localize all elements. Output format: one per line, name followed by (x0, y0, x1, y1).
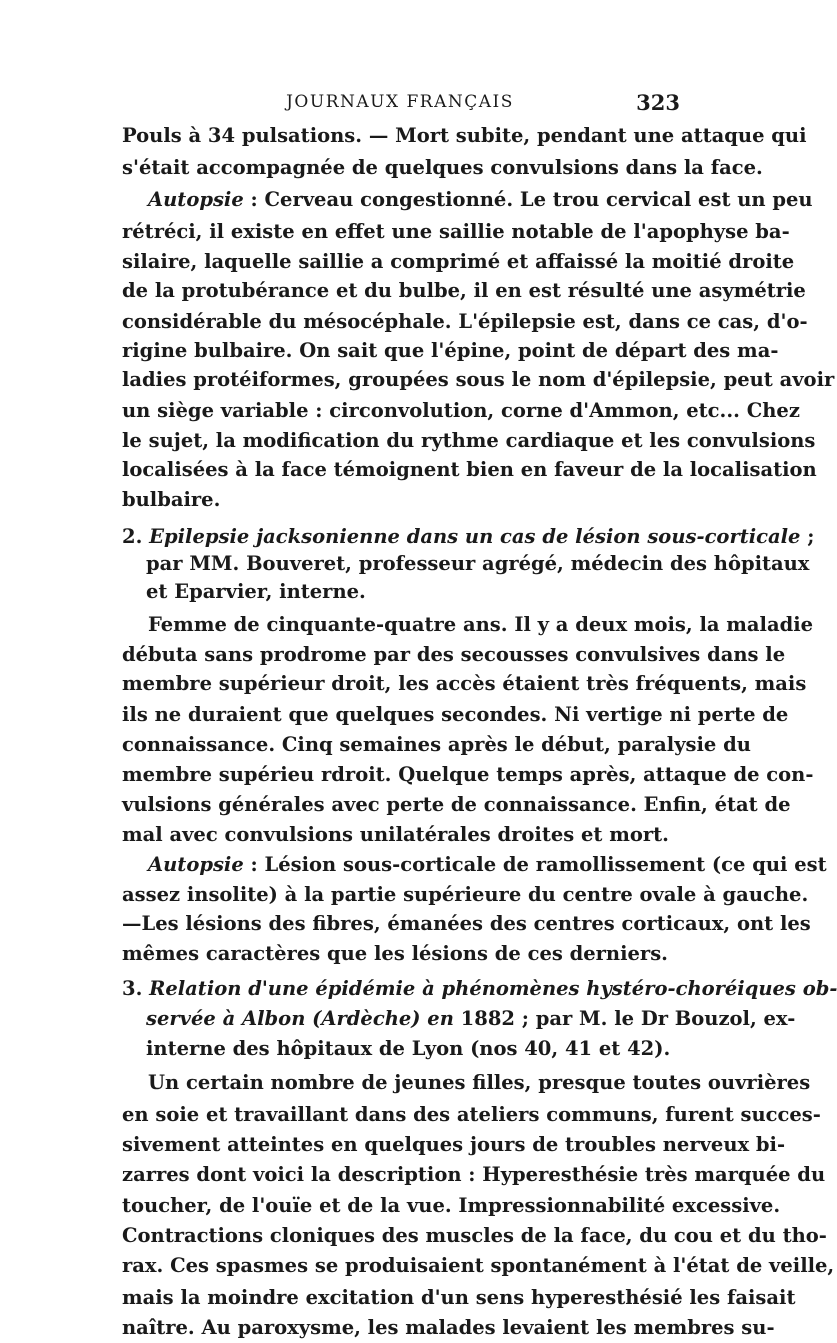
text-run: débuta sans prodrome par des secousses convulsives dans le (122, 643, 786, 666)
text-run: toucher, de l'ouïe et de la vue. Impressionnabilité excessive. (122, 1194, 781, 1217)
text-line (148, 1068, 811, 1098)
text-line (122, 455, 817, 485)
text-line (122, 307, 808, 337)
text-line (122, 880, 809, 910)
text-line (122, 217, 790, 247)
text-run: 3. (122, 977, 150, 1000)
text-run: zarres dont voici la description : Hyperesthésie très marquée du (122, 1163, 826, 1186)
text-line (122, 939, 680, 969)
text-run: le sujet, la modification du rythme cardiaque et les convulsions (122, 429, 816, 452)
text-run: rigine bulbaire. On sait que l'épine, point de départ des ma- (122, 339, 779, 362)
text-run: Contractions cloniques des muscles de la face, du cou et du tho- (122, 1224, 827, 1247)
text-line (148, 185, 813, 215)
text-run: vulsions générales avec perte de connaissance. Enfin, état de (122, 793, 791, 816)
text-line (122, 153, 763, 183)
text-run: mal avec convulsions unilatérales droites et mort. (122, 823, 669, 846)
text-line (122, 396, 800, 426)
italic-text: Epilepsie jacksonienne dans un cas de lésion sous-corticale (149, 525, 801, 548)
text-run: silaire, laquelle saillie a comprimé et affaissé la moitié droite (122, 250, 795, 273)
text-line (122, 1251, 835, 1281)
text-line (122, 909, 811, 939)
text-line (122, 669, 807, 699)
text-line (122, 1130, 786, 1160)
text-line (148, 850, 827, 880)
text-run: ladies protéiformes, groupées sous le nom d'épilepsie, peut avoir (122, 368, 835, 391)
text-run: mêmes caractères que les lésions de ces derniers. (122, 942, 668, 965)
text-line (122, 336, 779, 366)
text-line (122, 974, 837, 1004)
italic-text: Autopsie (148, 853, 244, 876)
text-line (122, 760, 814, 790)
text-run: membre supérieur droit, les accès étaient très fréquents, mais (122, 672, 807, 695)
page-header (120, 92, 680, 120)
text-line (146, 577, 680, 607)
running-title: JOURNAUX FRANÇAIS (286, 92, 514, 112)
text-run: par MM. Bouveret, professeur agrégé, médecin des hôpitaux (146, 552, 810, 575)
text-run: un siège variable : circonvolution, corne d'Ammon, etc... Chez (122, 399, 800, 422)
text-run: : Lésion sous-corticale de ramollissement (ce qui est (243, 853, 827, 876)
text-line (122, 121, 807, 151)
text-run: interne des hôpitaux de Lyon (nos 40, 41 et 42). (146, 1037, 671, 1060)
text-run: localisées à la face témoignent bien en faveur de la localisation (122, 458, 817, 481)
text-run: 1882 ; par M. le Dr Bouzol, ex- (453, 1007, 796, 1030)
text-line (122, 730, 751, 760)
page-number: 323 (636, 90, 680, 115)
text-run: en soie et travaillant dans des ateliers communs, furent succes- (122, 1103, 821, 1126)
text-line (122, 276, 806, 306)
text-run: assez insolite) à la partie supérieure du centre ovale à gauche. (122, 883, 809, 906)
italic-text: servée à Albon (Ardèche) en (146, 1007, 454, 1030)
text-run: et Eparvier, interne. (146, 580, 366, 603)
italic-text: Relation d'une épidémie à phénomènes hystéro-choréiques ob- (149, 977, 837, 1000)
text-run: Pouls à 34 pulsations. — Mort subite, pendant une attaque qui (122, 124, 807, 147)
text-line (122, 247, 795, 277)
text-run: de la protubérance et du bulbe, il en est résulté une asymétrie (122, 279, 806, 302)
text-run: Femme de cinquante-quatre ans. Il y a deux mois, la maladie (148, 613, 814, 636)
text-run: —Les lésions des fibres, émanées des centres corticaux, ont les (122, 912, 811, 935)
text-line (122, 522, 815, 552)
text-line (146, 1004, 796, 1034)
text-run: rax. Ces spasmes se produisaient spontanément à l'état de veille, (122, 1254, 835, 1277)
text-line (122, 1221, 827, 1251)
text-line (122, 1160, 826, 1190)
text-line (122, 426, 816, 456)
text-line (122, 1313, 775, 1343)
text-run: : Cerveau congestionné. Le trou cervical est un peu (243, 188, 813, 211)
text-run: 2. (122, 525, 150, 548)
text-line (146, 549, 810, 579)
text-line (122, 485, 680, 515)
text-run: s'était accompagnée de quelques convulsions dans la face. (122, 156, 763, 179)
text-line (122, 365, 835, 395)
text-run: ; (800, 525, 815, 548)
text-run: mais la moindre excitation d'un sens hyperesthésié les faisait (122, 1286, 796, 1309)
text-line (122, 640, 786, 670)
italic-text: Autopsie (148, 188, 244, 211)
text-run: naître. Au paroxysme, les malades levaient les membres su- (122, 1316, 775, 1339)
text-line (122, 1100, 821, 1130)
text-line (122, 1191, 781, 1221)
text-run: sivement atteintes en quelques jours de troubles nerveux bi- (122, 1133, 786, 1156)
text-line (146, 1034, 680, 1064)
text-line (122, 1283, 796, 1313)
text-run: connaissance. Cinq semaines après le début, paralysie du (122, 733, 751, 756)
text-run: considérable du mésocéphale. L'épilepsie est, dans ce cas, d'o- (122, 310, 808, 333)
text-run: bulbaire. (122, 488, 221, 511)
text-run: Un certain nombre de jeunes filles, presque toutes ouvrières (148, 1071, 811, 1094)
text-run: rétréci, il existe en effet une saillie notable de l'apophyse ba- (122, 220, 790, 243)
text-run: ils ne duraient que quelques secondes. Ni vertige ni perte de (122, 703, 789, 726)
text-line (122, 700, 789, 730)
text-run: membre supérieu rdroit. Quelque temps après, attaque de con- (122, 763, 814, 786)
text-line (148, 610, 814, 640)
text-line (122, 820, 680, 850)
text-line (122, 790, 791, 820)
